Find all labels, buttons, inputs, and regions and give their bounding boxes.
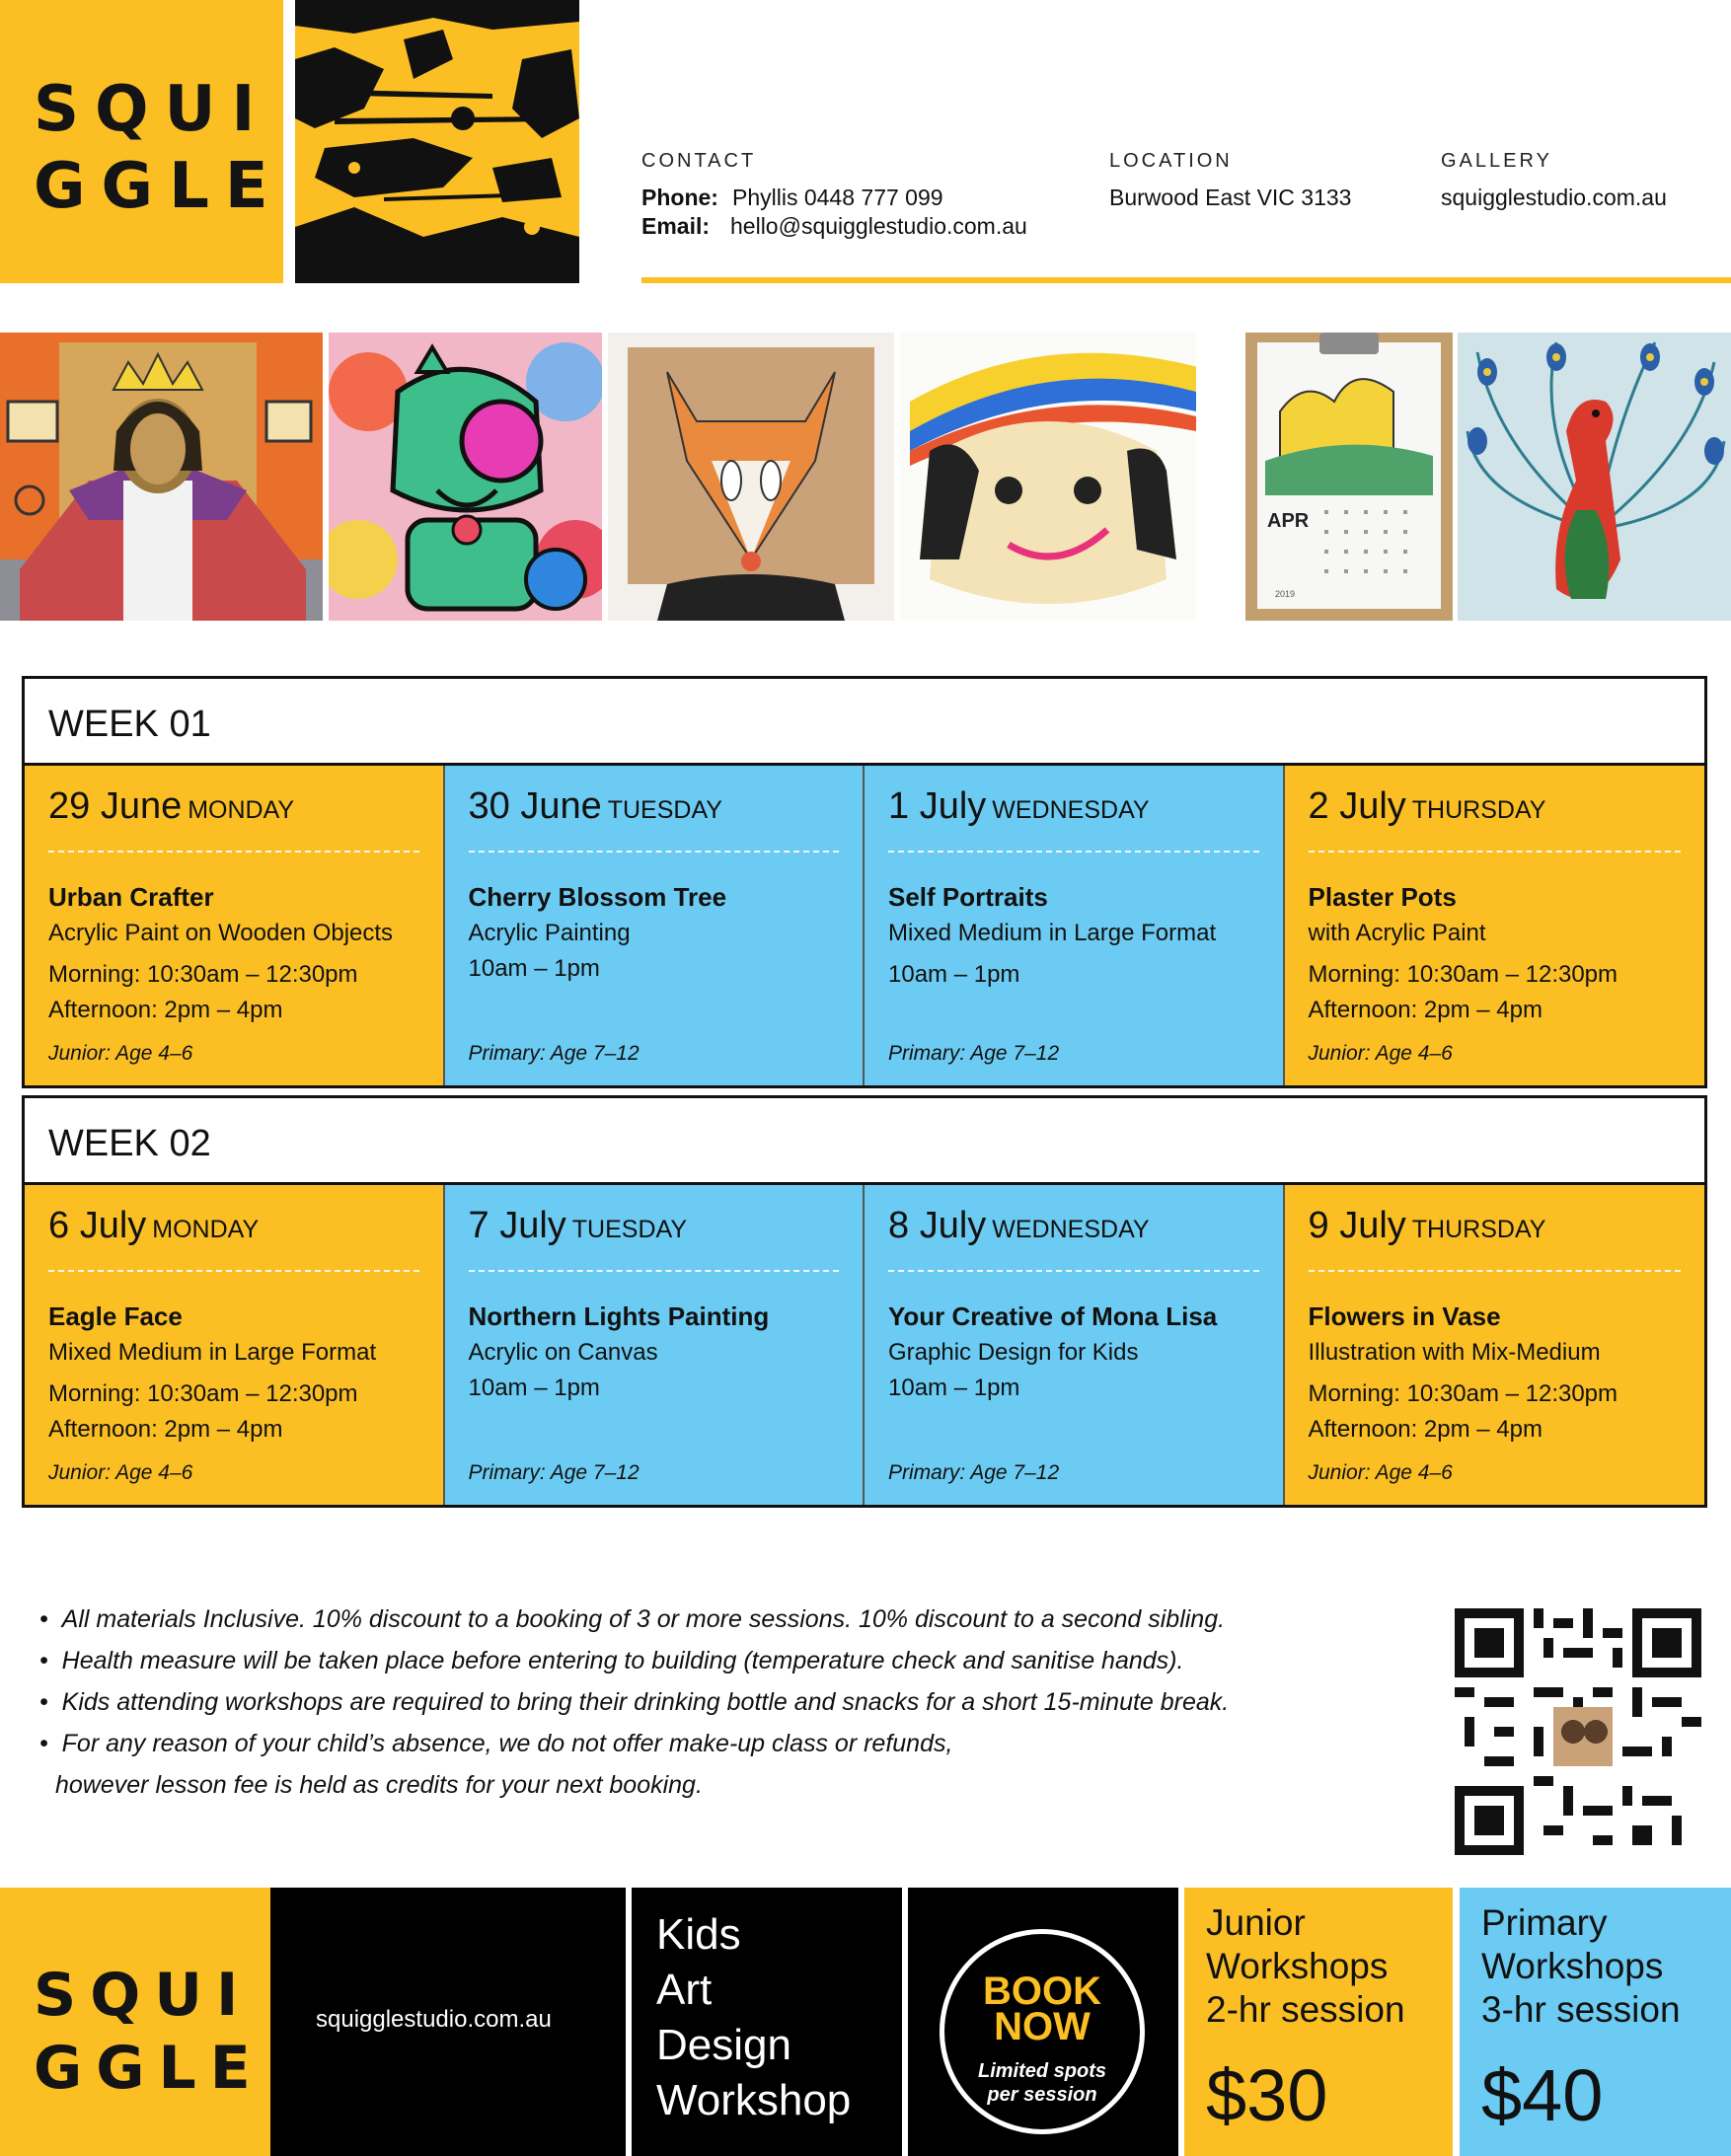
- footer-website-link[interactable]: squigglestudio.com.au: [316, 2006, 552, 2033]
- workshop-title: Your Creative of Mona Lisa: [888, 1301, 1218, 1331]
- age-group: Primary: Age 7–12: [888, 1461, 1060, 1484]
- weekday-text: MONDAY: [188, 796, 295, 824]
- day-date: [48, 785, 294, 828]
- junior-line-1: Junior: [1206, 1902, 1306, 1943]
- workshop-time-2: Afternoon: 2pm – 4pm: [1308, 997, 1543, 1023]
- dashed-divider: [888, 851, 1259, 853]
- gallery-image-mona-lisa: [0, 333, 323, 621]
- workshop-title: Urban Crafter: [48, 882, 214, 912]
- workshop-time-1: 10am – 1pm: [468, 955, 600, 982]
- workshop-subtitle: Acrylic Paint on Wooden Objects: [48, 920, 394, 946]
- workshop-time-1: Morning: 10:30am – 12:30pm: [1308, 1380, 1618, 1407]
- primary-line-1: Primary: [1481, 1902, 1608, 1943]
- age-group: Junior: Age 4–6: [48, 1461, 193, 1484]
- gallery-image-peacock: [1458, 333, 1731, 621]
- location-value: Burwood East VIC 3133: [1109, 185, 1352, 210]
- workshop-title: Cherry Blossom Tree: [468, 882, 727, 912]
- day-date: [469, 1205, 688, 1247]
- workshop-time-2: Afternoon: 2pm – 4pm: [48, 1416, 283, 1443]
- logo-line-1: SQUI: [34, 73, 271, 146]
- day-card-29-june[interactable]: [25, 766, 445, 1085]
- dashed-divider: [469, 1270, 840, 1272]
- workshop-title: Eagle Face: [48, 1301, 183, 1331]
- workshop-title: Flowers in Vase: [1308, 1301, 1501, 1331]
- qr-code-icon[interactable]: [1455, 1608, 1701, 1855]
- workshop-time-2: Afternoon: 2pm – 4pm: [1308, 1416, 1543, 1443]
- weekday-text: WEDNESDAY: [992, 796, 1150, 824]
- junior-pricing: [1184, 1888, 1453, 2156]
- dashed-divider: [1309, 851, 1682, 853]
- workshop-subtitle: Acrylic on Canvas: [468, 1339, 658, 1366]
- junior-price: $30: [1206, 2054, 1328, 2136]
- day-date: [888, 785, 1150, 828]
- calendar-month-label: APR: [1267, 510, 1310, 532]
- note-item: • Kids attending workshops are required to bring their drinking bottle and snacks for a short 15-minute break.: [39, 1688, 1230, 1716]
- day-date: [48, 1205, 259, 1247]
- workshop-time-1: Morning: 10:30am – 12:30pm: [1308, 961, 1618, 988]
- age-group: Primary: Age 7–12: [468, 1461, 640, 1484]
- logo-line-2: GGLE: [34, 2034, 264, 2103]
- weekday-text: TUESDAY: [607, 796, 722, 824]
- dashed-divider: [888, 1270, 1259, 1272]
- gallery-image-calendar: [1245, 333, 1453, 621]
- footer-kids-art-block: [632, 1888, 902, 2156]
- email-row: [641, 213, 1027, 240]
- workshop-subtitle: Mixed Medium in Large Format: [48, 1339, 377, 1366]
- kids-line-3: Design: [656, 2021, 791, 2069]
- workshop-title: Self Portraits: [888, 882, 1048, 912]
- day-card-2-july[interactable]: [1285, 766, 1705, 1085]
- phone-row: [641, 185, 943, 211]
- gallery-image-lion: [329, 333, 602, 621]
- week-title: WEEK 02: [25, 1098, 1704, 1185]
- date-text: 7 July: [468, 1205, 566, 1246]
- email-label: Email:: [641, 213, 711, 239]
- week-days: [25, 766, 1704, 1085]
- age-group: Junior: Age 4–6: [1308, 1461, 1453, 1484]
- footer-logo: [0, 1888, 270, 2156]
- primary-line-3: 3-hr session: [1481, 1989, 1681, 2030]
- workshop-subtitle: Mixed Medium in Large Format: [888, 920, 1217, 946]
- primary-line-2: Workshops: [1481, 1946, 1664, 1986]
- workshop-subtitle: with Acrylic Paint: [1308, 920, 1486, 946]
- gallery-link[interactable]: squigglestudio.com.au: [1441, 185, 1667, 210]
- day-card-1-july[interactable]: [865, 766, 1285, 1085]
- workshop-time-1: 10am – 1pm: [468, 1375, 600, 1401]
- primary-pricing: [1460, 1888, 1731, 2156]
- day-card-9-july[interactable]: [1285, 1185, 1705, 1505]
- note-item: • Health measure will be taken place before entering to building (temperature check and sanitise hands).: [39, 1647, 1184, 1674]
- day-date: [1309, 1205, 1546, 1247]
- footer-url-block: [270, 1888, 626, 2156]
- kids-line-2: Art: [656, 1966, 713, 2014]
- header-divider: [641, 277, 1731, 283]
- workshop-time-2: Afternoon: 2pm – 4pm: [48, 997, 283, 1023]
- age-group: Primary: Age 7–12: [888, 1042, 1060, 1065]
- kids-line-4: Workshop: [656, 2076, 852, 2124]
- gallery-image-child-portrait: [900, 333, 1196, 621]
- dashed-divider: [48, 851, 419, 853]
- weekday-text: THURSDAY: [1411, 796, 1546, 824]
- weekday-text: THURSDAY: [1411, 1216, 1546, 1243]
- dashed-divider: [1309, 1270, 1682, 1272]
- weekday-text: TUESDAY: [571, 1216, 688, 1243]
- brush-texture-artwork: [295, 0, 579, 283]
- day-card-30-june[interactable]: [445, 766, 866, 1085]
- junior-line-2: Workshops: [1206, 1946, 1389, 1986]
- week-01-schedule: [22, 676, 1707, 1088]
- workshop-time-1: Morning: 10:30am – 12:30pm: [48, 961, 358, 988]
- dashed-divider: [469, 851, 840, 853]
- logo-line-2: GGLE: [34, 150, 284, 223]
- workshop-title: Plaster Pots: [1308, 882, 1457, 912]
- day-card-7-july[interactable]: [445, 1185, 866, 1505]
- date-text: 29 June: [48, 785, 183, 827]
- squiggle-logo: [0, 0, 283, 283]
- note-item: • All materials Inclusive. 10% discount to a booking of 3 or more sessions. 10% discount to a second sibling.: [39, 1605, 1226, 1633]
- kids-line-1: Kids: [656, 1910, 741, 1959]
- primary-price: $40: [1481, 2054, 1604, 2136]
- day-date: [1309, 785, 1546, 828]
- date-text: 6 July: [48, 1205, 147, 1246]
- date-text: 9 July: [1308, 1205, 1406, 1246]
- day-date: [469, 785, 722, 828]
- workshop-time-1: 10am – 1pm: [888, 961, 1020, 988]
- note-item: • For any reason of your child’s absence, we do not offer make-up class or refunds,: [39, 1730, 953, 1757]
- age-group: Junior: Age 4–6: [1308, 1042, 1453, 1065]
- phone-label: Phone:: [641, 185, 718, 210]
- phone-value[interactable]: Phyllis 0448 777 099: [732, 185, 943, 210]
- weekday-text: MONDAY: [152, 1216, 260, 1243]
- contact-label: CONTACT: [641, 150, 757, 172]
- date-text: 30 June: [468, 785, 602, 827]
- age-group: Junior: Age 4–6: [48, 1042, 193, 1065]
- workshop-time-1: 10am – 1pm: [888, 1375, 1020, 1401]
- day-card-6-july[interactable]: [25, 1185, 445, 1505]
- workshop-subtitle: Acrylic Painting: [468, 920, 631, 946]
- brush-texture-svg: [295, 0, 579, 283]
- junior-line-3: 2-hr session: [1206, 1989, 1405, 2030]
- email-value[interactable]: hello@squigglestudio.com.au: [730, 213, 1027, 239]
- gallery-image-fox-mask: [608, 333, 894, 621]
- workshop-time-1: Morning: 10:30am – 12:30pm: [48, 1380, 358, 1407]
- logo-line-1: SQUI: [34, 1961, 253, 2030]
- location-label: LOCATION: [1109, 150, 1233, 172]
- note-item-continued: however lesson fee is held as credits for your next booking.: [55, 1771, 703, 1799]
- date-text: 2 July: [1308, 785, 1406, 827]
- dashed-divider: [48, 1270, 419, 1272]
- day-card-8-july[interactable]: [865, 1185, 1285, 1505]
- workshop-subtitle: Graphic Design for Kids: [888, 1339, 1139, 1366]
- workshop-subtitle: Illustration with Mix-Medium: [1308, 1339, 1601, 1366]
- week-title: WEEK 01: [25, 679, 1704, 766]
- gallery-label: GALLERY: [1441, 150, 1552, 172]
- date-text: 8 July: [888, 1205, 987, 1246]
- book-now-label: BOOK NOW: [983, 1970, 1101, 2048]
- weekday-text: WEDNESDAY: [992, 1216, 1150, 1243]
- footer-book-block: [908, 1888, 1178, 2156]
- day-date: [888, 1205, 1150, 1247]
- date-text: 1 July: [888, 785, 987, 827]
- week-days: [25, 1185, 1704, 1505]
- terms-notes: [39, 1598, 1401, 1806]
- book-now-subtext: Limited spots per session: [977, 2060, 1106, 2106]
- week-02-schedule: [22, 1095, 1707, 1508]
- calendar-year-label: 2019: [1275, 589, 1296, 599]
- workshop-title: Northern Lights Painting: [468, 1301, 770, 1331]
- book-now-button[interactable]: [940, 1929, 1145, 2134]
- age-group: Primary: Age 7–12: [468, 1042, 640, 1065]
